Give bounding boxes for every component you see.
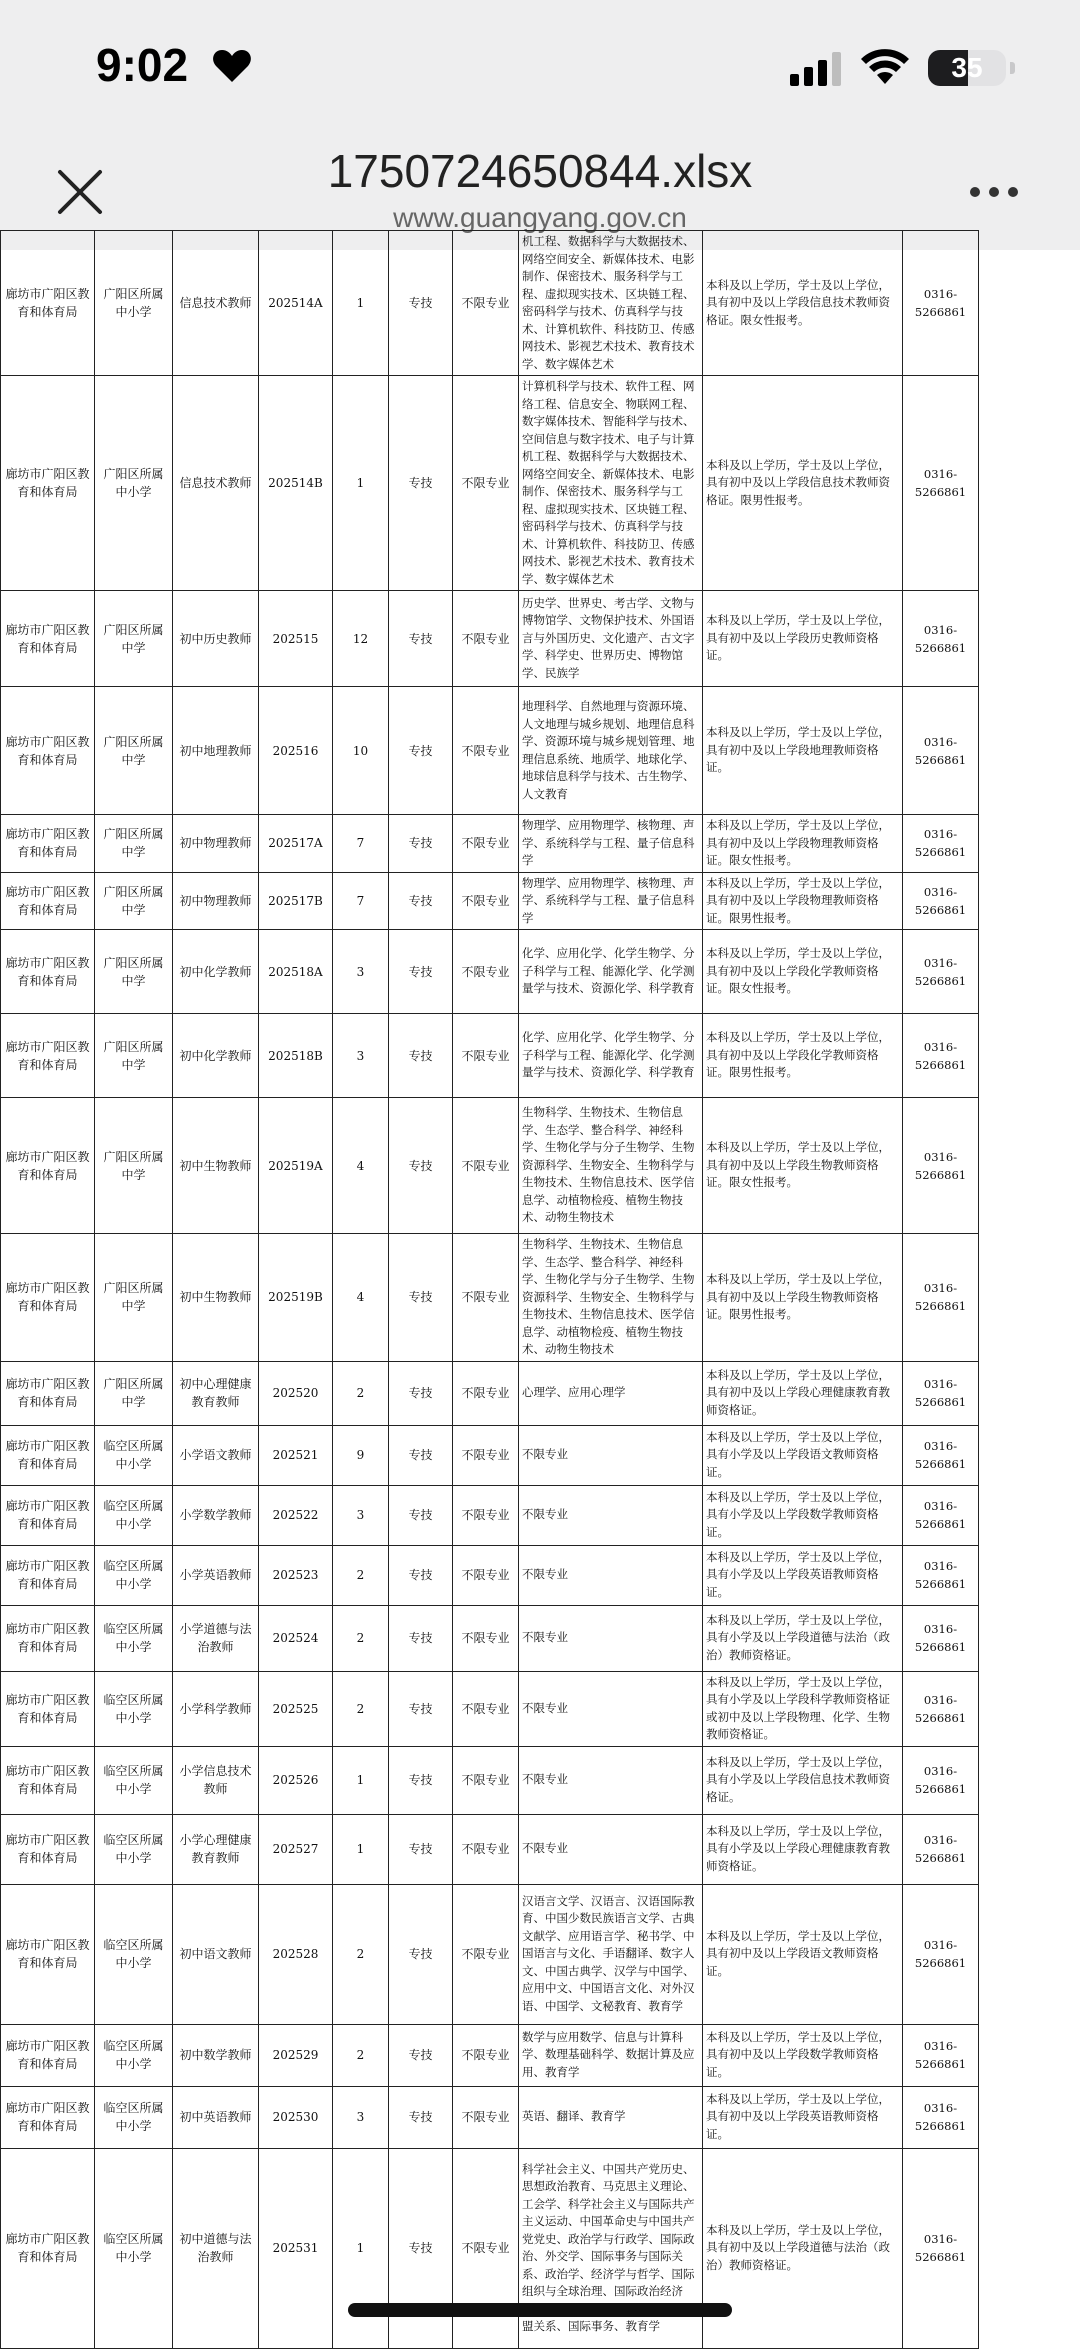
table-cell-unit: 临空区所属中小学 <box>95 1671 173 1746</box>
table-row <box>1 2148 979 2348</box>
table-row <box>1 1425 979 1485</box>
table-cell-code: 202527 <box>259 1814 333 1884</box>
table-cell-department: 廊坊市广阳区教育和体育局 <box>1 930 95 1014</box>
table-cell-unit: 临空区所属中小学 <box>95 2024 173 2086</box>
table-cell-code: 202525 <box>259 1671 333 1746</box>
table-cell-code: 202519A <box>259 1098 333 1234</box>
table-cell-major: 化学、应用化学、化学生物学、分子科学与工程、能源化学、化学测量学与技术、资源化学、科学教育 <box>519 1014 703 1098</box>
table-row <box>1 1098 979 1234</box>
table-cell-requirement: 本科及以上学历，学士及以上学位，具有初中及以上学段语文教师资格证。 <box>703 1884 903 2024</box>
table-cell-position: 初中物理教师 <box>173 815 259 873</box>
table-cell-unit: 临空区所属中小学 <box>95 1884 173 2024</box>
table-cell-major: 科学社会主义、中国共产党历史、思想政治教育、马克思主义理论、工会学、科学社会主义与国际共产主义运动、中国革命史与中国共产党党史、政治学与行政学、国际政治、外交学、国际事务与国际关系、政治学、经济学与哲学、国际组织与全球治理、国际政治经济 盟关系、国际事务、教育学 <box>519 2148 703 2348</box>
table-cell-code: 202529 <box>259 2024 333 2086</box>
table-cell-position: 初中数学教师 <box>173 2024 259 2086</box>
table-cell-phone: 0316-5266861 <box>903 1671 979 1746</box>
table-cell-major: 英语、翻译、教育学 <box>519 2086 703 2148</box>
table-cell-unit: 临空区所属中小学 <box>95 1605 173 1671</box>
table-cell-requirement: 本科及以上学历，学士及以上学位，具有小学及以上学段心理健康教育教师资格证。 <box>703 1814 903 1884</box>
table-cell-code: 202520 <box>259 1361 333 1425</box>
table-cell-count: 2 <box>333 2024 389 2086</box>
table-cell-requirement: 本科及以上学历，学士及以上学位，具有初中及以上学段地理教师资格证。 <box>703 687 903 815</box>
table-cell-count: 2 <box>333 1884 389 2024</box>
table-cell-major: 汉语言文学、汉语言、汉语国际教育、中国少数民族语言文学、古典文献学、应用语言学、秘书学、中国语言与文化、手语翻译、数字人文、中国古典学、汉学与中国学、应用中文、中国语言文化、对外汉语、中国学、文秘教育、教育学 <box>519 1884 703 2024</box>
table-cell-position: 初中道德与法治教师 <box>173 2148 259 2348</box>
table-cell-level: 专技 <box>389 1425 453 1485</box>
table-cell-unit: 临空区所属中小学 <box>95 2086 173 2148</box>
table-cell-phone: 0316-5266861 <box>903 231 979 376</box>
table-cell-requirement: 本科及以上学历，学士及以上学位，具有小学及以上学段科学教师资格证或初中及以上学段物理、化学、生物教师资格证。 <box>703 1671 903 1746</box>
table-cell-department: 廊坊市广阳区教育和体育局 <box>1 1814 95 1884</box>
table-cell-level: 专技 <box>389 1485 453 1545</box>
table-cell-requirement: 本科及以上学历，学士及以上学位，具有小学及以上学段道德与法治（政治）教师资格证。 <box>703 1605 903 1671</box>
battery-level: 35 <box>951 52 983 83</box>
status-time: 9:02 <box>96 39 189 91</box>
table-cell-department: 廊坊市广阳区教育和体育局 <box>1 1884 95 2024</box>
table-cell-phone: 0316-5266861 <box>903 687 979 815</box>
table-cell-code: 202521 <box>259 1425 333 1485</box>
table-cell-major: 不限专业 <box>519 1746 703 1814</box>
table-cell-requirement: 本科及以上学历，学士及以上学位，具有初中及以上学段化学教师资格证。限女性报考。 <box>703 930 903 1014</box>
table-cell-major: 地理科学、自然地理与资源环境、人文地理与城乡规划、地理信息科学、资源环境与城乡规划管理、地理信息系统、地质学、地球化学、地球信息科学与技术、古生物学、人文教育 <box>519 687 703 815</box>
table-cell-unit: 临空区所属中小学 <box>95 1545 173 1605</box>
table-cell-department: 廊坊市广阳区教育和体育局 <box>1 1605 95 1671</box>
table-cell-phone: 0316-5266861 <box>903 591 979 687</box>
table-cell-requirement: 本科及以上学历，学士及以上学位，具有初中及以上学段英语教师资格证。 <box>703 2086 903 2148</box>
table-cell-requirement: 本科及以上学历，学士及以上学位，具有初中及以上学段道德与法治（政治）教师资格证。 <box>703 2148 903 2348</box>
table-cell-position: 初中英语教师 <box>173 2086 259 2148</box>
file-domain: www.guangyang.gov.cn <box>393 202 687 233</box>
file-title: 1750724650844.xlsx <box>327 145 753 197</box>
table-cell-major: 机工程、数据科学与大数据技术、网络空间安全、新媒体技术、电影制作、保密技术、服务科学与工程、虚拟现实技术、区块链工程、密码科学与技术、仿真科学与技术、计算机软件、科技防卫、传感网技术、影视艺术技术、教育技术学、数字媒体艺术 <box>519 231 703 376</box>
table-row <box>1 1605 979 1671</box>
table-cell-major-type: 不限专业 <box>453 2024 519 2086</box>
table-cell-requirement: 本科及以上学历，学士及以上学位，具有初中及以上学段数学教师资格证。 <box>703 2024 903 2086</box>
table-cell-department: 廊坊市广阳区教育和体育局 <box>1 1746 95 1814</box>
table-cell-major-type: 不限专业 <box>453 1361 519 1425</box>
table-cell-requirement: 本科及以上学历，学士及以上学位，具有初中及以上学段化学教师资格证。限男性报考。 <box>703 1014 903 1098</box>
table-cell-major: 不限专业 <box>519 1545 703 1605</box>
table-cell-department: 廊坊市广阳区教育和体育局 <box>1 376 95 591</box>
table-cell-major-type: 不限专业 <box>453 1485 519 1545</box>
table-cell-major-type: 不限专业 <box>453 1814 519 1884</box>
table-row <box>1 1014 979 1098</box>
table-row <box>1 1814 979 1884</box>
table-cell-unit: 广阳区所属中小学 <box>95 231 173 376</box>
status-bar <box>0 0 1080 140</box>
table-cell-department: 廊坊市广阳区教育和体育局 <box>1 231 95 376</box>
table-cell-phone: 0316-5266861 <box>903 1234 979 1362</box>
table-cell-requirement: 本科及以上学历，学士及以上学位，具有初中及以上学段物理教师资格证。限男性报考。 <box>703 872 903 930</box>
table-cell-phone: 0316-5266861 <box>903 1361 979 1425</box>
table-cell-unit: 广阳区所属中小学 <box>95 376 173 591</box>
table-cell-phone: 0316-5266861 <box>903 1884 979 2024</box>
table-cell-level: 专技 <box>389 1098 453 1234</box>
table-cell-major: 化学、应用化学、化学生物学、分子科学与工程、能源化学、化学测量学与技术、资源化学、科学教育 <box>519 930 703 1014</box>
table-cell-major-type: 不限专业 <box>453 2086 519 2148</box>
table-cell-phone: 0316-5266861 <box>903 2024 979 2086</box>
table-cell-phone: 0316-5266861 <box>903 1605 979 1671</box>
table-cell-level: 专技 <box>389 1814 453 1884</box>
table-cell-position: 初中生物教师 <box>173 1234 259 1362</box>
table-cell-phone: 0316-5266861 <box>903 2148 979 2348</box>
table-cell-phone: 0316-5266861 <box>903 872 979 930</box>
table-cell-level: 专技 <box>389 1884 453 2024</box>
table-cell-level: 专技 <box>389 1545 453 1605</box>
table-cell-major-type: 不限专业 <box>453 2148 519 2348</box>
table-row <box>1 1671 979 1746</box>
battery-icon <box>928 50 1006 86</box>
table-cell-phone: 0316-5266861 <box>903 930 979 1014</box>
table-row <box>1 930 979 1014</box>
table-cell-count: 7 <box>333 815 389 873</box>
job-table <box>0 230 979 2349</box>
table-cell-unit: 广阳区所属中学 <box>95 1098 173 1234</box>
table-cell-major: 物理学、应用物理学、核物理、声学、系统科学与工程、量子信息科学 <box>519 872 703 930</box>
table-cell-requirement: 本科及以上学历，学士及以上学位，具有初中及以上学段生物教师资格证。限女性报考。 <box>703 1098 903 1234</box>
table-row <box>1 1361 979 1425</box>
table-cell-level: 专技 <box>389 2086 453 2148</box>
table-cell-code: 202522 <box>259 1485 333 1545</box>
table-cell-unit: 广阳区所属中学 <box>95 930 173 1014</box>
table-cell-department: 廊坊市广阳区教育和体育局 <box>1 1485 95 1545</box>
table-cell-code: 202517A <box>259 815 333 873</box>
table-cell-code: 202516 <box>259 687 333 815</box>
table-cell-level: 专技 <box>389 2148 453 2348</box>
table-cell-position: 小学语文教师 <box>173 1425 259 1485</box>
table-cell-unit: 广阳区所属中学 <box>95 1234 173 1362</box>
table-cell-code: 202524 <box>259 1605 333 1671</box>
table-cell-count: 1 <box>333 2148 389 2348</box>
table-cell-department: 廊坊市广阳区教育和体育局 <box>1 1361 95 1425</box>
table-cell-count: 12 <box>333 591 389 687</box>
table-cell-major: 生物科学、生物技术、生物信息学、生态学、整合科学、神经科学、生物化学与分子生物学、生物资源科学、生物安全、生物科学与生物技术、生物信息技术、医学信息学、动植物检疫、植物生物技术、动物生物技术 <box>519 1234 703 1362</box>
table-cell-level: 专技 <box>389 1014 453 1098</box>
table-cell-major: 历史学、世界史、考古学、文物与博物馆学、文物保护技术、外国语言与外国历史、文化遗产、古文字学、科学史、世界历史、博物馆学、民族学 <box>519 591 703 687</box>
table-cell-level: 专技 <box>389 2024 453 2086</box>
table-cell-phone: 0316-5266861 <box>903 1814 979 1884</box>
table-cell-major: 不限专业 <box>519 1605 703 1671</box>
table-cell-position: 小学道德与法治教师 <box>173 1605 259 1671</box>
table-cell-department: 廊坊市广阳区教育和体育局 <box>1 1671 95 1746</box>
table-cell-count: 4 <box>333 1098 389 1234</box>
table-cell-position: 初中地理教师 <box>173 687 259 815</box>
table-cell-department: 廊坊市广阳区教育和体育局 <box>1 815 95 873</box>
table-cell-department: 廊坊市广阳区教育和体育局 <box>1 1425 95 1485</box>
table-row <box>1 815 979 873</box>
table-cell-department: 廊坊市广阳区教育和体育局 <box>1 1014 95 1098</box>
table-cell-code: 202526 <box>259 1746 333 1814</box>
table-cell-count: 7 <box>333 872 389 930</box>
table-cell-level: 专技 <box>389 930 453 1014</box>
table-cell-count: 2 <box>333 1545 389 1605</box>
table-cell-unit: 广阳区所属中学 <box>95 815 173 873</box>
table-cell-code: 202523 <box>259 1545 333 1605</box>
table-cell-major-type: 不限专业 <box>453 231 519 376</box>
table-cell-position: 小学心理健康教育教师 <box>173 1814 259 1884</box>
table-row <box>1 1545 979 1605</box>
table-cell-position: 信息技术教师 <box>173 231 259 376</box>
table-cell-major-type: 不限专业 <box>453 591 519 687</box>
table-cell-phone: 0316-5266861 <box>903 1485 979 1545</box>
table-cell-major-type: 不限专业 <box>453 1425 519 1485</box>
table-cell-requirement: 本科及以上学历，学士及以上学位，具有小学及以上学段数学教师资格证。 <box>703 1485 903 1545</box>
table-cell-major: 不限专业 <box>519 1671 703 1746</box>
table-cell-major-type: 不限专业 <box>453 1234 519 1362</box>
table-cell-requirement: 本科及以上学历，学士及以上学位，具有初中及以上学段信息技术教师资格证。限男性报考。 <box>703 376 903 591</box>
table-cell-code: 202530 <box>259 2086 333 2148</box>
table-cell-level: 专技 <box>389 1361 453 1425</box>
table-cell-count: 3 <box>333 930 389 1014</box>
table-cell-count: 3 <box>333 1014 389 1098</box>
table-cell-phone: 0316-5266861 <box>903 815 979 873</box>
table-cell-major: 心理学、应用心理学 <box>519 1361 703 1425</box>
table-cell-code: 202515 <box>259 591 333 687</box>
table-cell-position: 小学数学教师 <box>173 1485 259 1545</box>
home-indicator[interactable] <box>348 2303 732 2317</box>
table-row <box>1 1746 979 1814</box>
wifi-icon <box>860 48 910 86</box>
table-cell-count: 3 <box>333 2086 389 2148</box>
table-cell-unit: 广阳区所属中学 <box>95 872 173 930</box>
table-cell-position: 初中化学教师 <box>173 930 259 1014</box>
table-cell-count: 3 <box>333 1485 389 1545</box>
table-cell-requirement: 本科及以上学历，学士及以上学位，具有初中及以上学段心理健康教育教师资格证。 <box>703 1361 903 1425</box>
table-cell-level: 专技 <box>389 231 453 376</box>
table-row <box>1 1234 979 1362</box>
table-cell-major-type: 不限专业 <box>453 687 519 815</box>
table-cell-code: 202517B <box>259 872 333 930</box>
table-cell-major: 不限专业 <box>519 1485 703 1545</box>
table-cell-major: 物理学、应用物理学、核物理、声学、系统科学与工程、量子信息科学 <box>519 815 703 873</box>
table-cell-level: 专技 <box>389 687 453 815</box>
table-row <box>1 2024 979 2086</box>
table-cell-major: 生物科学、生物技术、生物信息学、生态学、整合科学、神经科学、生物化学与分子生物学、生物资源科学、生物安全、生物科学与生物技术、生物信息技术、医学信息学、动植物检疫、植物生物技术、动物生物技术 <box>519 1098 703 1234</box>
table-cell-level: 专技 <box>389 591 453 687</box>
table-cell-major-type: 不限专业 <box>453 1545 519 1605</box>
spreadsheet-viewer[interactable] <box>0 234 1080 2337</box>
table-cell-level: 专技 <box>389 815 453 873</box>
table-cell-unit: 广阳区所属中学 <box>95 591 173 687</box>
table-cell-unit: 广阳区所属中学 <box>95 1361 173 1425</box>
table-cell-level: 专技 <box>389 1746 453 1814</box>
table-cell-major-type: 不限专业 <box>453 930 519 1014</box>
table-cell-major-type: 不限专业 <box>453 376 519 591</box>
table-cell-level: 专技 <box>389 1671 453 1746</box>
table-cell-major-type: 不限专业 <box>453 1098 519 1234</box>
table-cell-count: 4 <box>333 1234 389 1362</box>
table-cell-count: 10 <box>333 687 389 815</box>
table-cell-requirement: 本科及以上学历，学士及以上学位，具有初中及以上学段物理教师资格证。限女性报考。 <box>703 815 903 873</box>
table-cell-code: 202518A <box>259 930 333 1014</box>
table-cell-unit: 广阳区所属中学 <box>95 1014 173 1098</box>
table-cell-code: 202514B <box>259 376 333 591</box>
table-cell-major: 不限专业 <box>519 1814 703 1884</box>
table-cell-major-type: 不限专业 <box>453 1746 519 1814</box>
signal-icon <box>790 52 846 86</box>
table-cell-requirement: 本科及以上学历，学士及以上学位，具有小学及以上学段英语教师资格证。 <box>703 1545 903 1605</box>
table-cell-position: 信息技术教师 <box>173 376 259 591</box>
table-cell-requirement: 本科及以上学历，学士及以上学位，具有小学及以上学段信息技术教师资格证。 <box>703 1746 903 1814</box>
table-cell-unit: 临空区所属中小学 <box>95 1485 173 1545</box>
table-cell-major-type: 不限专业 <box>453 1671 519 1746</box>
table-cell-department: 廊坊市广阳区教育和体育局 <box>1 591 95 687</box>
table-cell-code: 202519B <box>259 1234 333 1362</box>
table-cell-position: 小学信息技术教师 <box>173 1746 259 1814</box>
table-row <box>1 1485 979 1545</box>
table-row <box>1 376 979 591</box>
table-cell-position: 初中物理教师 <box>173 872 259 930</box>
table-cell-requirement: 本科及以上学历，学士及以上学位，具有初中及以上学段生物教师资格证。限男性报考。 <box>703 1234 903 1362</box>
table-cell-count: 1 <box>333 1814 389 1884</box>
table-cell-level: 专技 <box>389 1605 453 1671</box>
table-cell-level: 专技 <box>389 1234 453 1362</box>
table-cell-requirement: 本科及以上学历，学士及以上学位，具有小学及以上学段语文教师资格证。 <box>703 1425 903 1485</box>
more-options-icon[interactable] <box>970 182 1030 202</box>
table-cell-unit: 临空区所属中小学 <box>95 1425 173 1485</box>
heart-icon <box>212 48 252 84</box>
table-row <box>1 872 979 930</box>
table-cell-count: 1 <box>333 376 389 591</box>
table-cell-phone: 0316-5266861 <box>903 376 979 591</box>
table-cell-requirement: 本科及以上学历，学士及以上学位，具有初中及以上学段历史教师资格证。 <box>703 591 903 687</box>
table-cell-department: 廊坊市广阳区教育和体育局 <box>1 1545 95 1605</box>
table-cell-level: 专技 <box>389 376 453 591</box>
table-cell-code: 202514A <box>259 231 333 376</box>
table-cell-major-type: 不限专业 <box>453 1605 519 1671</box>
table-cell-unit: 临空区所属中小学 <box>95 2148 173 2348</box>
table-cell-phone: 0316-5266861 <box>903 2086 979 2148</box>
table-row <box>1 2086 979 2148</box>
table-cell-code: 202528 <box>259 1884 333 2024</box>
table-cell-major-type: 不限专业 <box>453 815 519 873</box>
table-cell-major-type: 不限专业 <box>453 1884 519 2024</box>
table-cell-unit: 广阳区所属中学 <box>95 687 173 815</box>
table-row <box>1 591 979 687</box>
table-cell-major-type: 不限专业 <box>453 872 519 930</box>
table-cell-department: 廊坊市广阳区教育和体育局 <box>1 872 95 930</box>
table-cell-count: 1 <box>333 1746 389 1814</box>
table-cell-major: 不限专业 <box>519 1425 703 1485</box>
table-cell-major: 计算机科学与技术、软件工程、网络工程、信息安全、物联网工程、数字媒体技术、智能科学与技术、空间信息与数字技术、电子与计算机工程、数据科学与大数据技术、网络空间安全、新媒体技术、电影制作、保密技术、服务科学与工程、虚拟现实技术、区块链工程、密码科学与技术、仿真科学与技术、计算机软件、科技防卫、传感网技术、影视艺术技术、教育技术学、数字媒体艺术 <box>519 376 703 591</box>
table-row <box>1 687 979 815</box>
table-cell-position: 小学英语教师 <box>173 1545 259 1605</box>
table-cell-phone: 0316-5266861 <box>903 1098 979 1234</box>
table-cell-unit: 临空区所属中小学 <box>95 1814 173 1884</box>
table-cell-phone: 0316-5266861 <box>903 1014 979 1098</box>
table-cell-requirement: 本科及以上学历，学士及以上学位，具有初中及以上学段信息技术教师资格证。限女性报考。 <box>703 231 903 376</box>
table-cell-major-type: 不限专业 <box>453 1014 519 1098</box>
table-cell-phone: 0316-5266861 <box>903 1425 979 1485</box>
table-cell-code: 202531 <box>259 2148 333 2348</box>
table-cell-unit: 临空区所属中小学 <box>95 1746 173 1814</box>
table-cell-level: 专技 <box>389 872 453 930</box>
table-cell-code: 202518B <box>259 1014 333 1098</box>
table-cell-department: 廊坊市广阳区教育和体育局 <box>1 1098 95 1234</box>
table-cell-position: 初中语文教师 <box>173 1884 259 2024</box>
table-cell-position: 初中心理健康教育教师 <box>173 1361 259 1425</box>
table-cell-department: 廊坊市广阳区教育和体育局 <box>1 687 95 815</box>
table-cell-count: 2 <box>333 1605 389 1671</box>
table-cell-position: 初中化学教师 <box>173 1014 259 1098</box>
table-cell-count: 1 <box>333 231 389 376</box>
table-cell-phone: 0316-5266861 <box>903 1746 979 1814</box>
table-row <box>1 1884 979 2024</box>
table-cell-position: 小学科学教师 <box>173 1671 259 1746</box>
table-cell-count: 2 <box>333 1361 389 1425</box>
table-cell-department: 廊坊市广阳区教育和体育局 <box>1 2024 95 2086</box>
table-cell-position: 初中生物教师 <box>173 1098 259 1234</box>
table-cell-department: 廊坊市广阳区教育和体育局 <box>1 2148 95 2348</box>
table-cell-position: 初中历史教师 <box>173 591 259 687</box>
table-cell-department: 廊坊市广阳区教育和体育局 <box>1 1234 95 1362</box>
table-row <box>1 231 979 376</box>
table-cell-major: 数学与应用数学、信息与计算科学、数理基础科学、数据计算及应用、教育学 <box>519 2024 703 2086</box>
table-cell-count: 2 <box>333 1671 389 1746</box>
table-cell-phone: 0316-5266861 <box>903 1545 979 1605</box>
table-cell-department: 廊坊市广阳区教育和体育局 <box>1 2086 95 2148</box>
table-cell-count: 9 <box>333 1425 389 1485</box>
